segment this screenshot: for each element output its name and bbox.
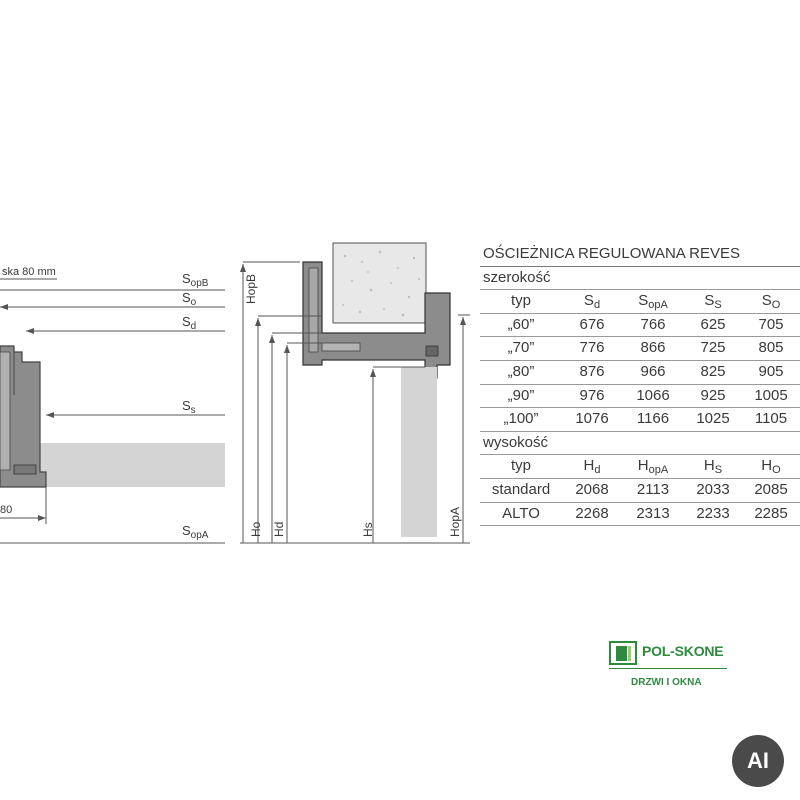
cell: „80”: [507, 362, 535, 380]
table-row: [480, 385, 800, 409]
label-hs: Hs: [361, 522, 375, 537]
spec-title: OŚCIEŻNICA REGULOWANA REVES: [483, 245, 740, 262]
cell: 1066: [636, 386, 670, 404]
logo-divider: [609, 668, 727, 669]
cell: 976: [579, 386, 605, 404]
bottom-dimension: 80: [0, 504, 13, 516]
cell: 825: [700, 362, 726, 380]
ai-badge-button[interactable]: AI: [732, 735, 784, 787]
label-hopb: HopB: [244, 273, 258, 304]
cell: 876: [579, 362, 605, 380]
cell: 1076: [575, 410, 609, 428]
logo-tagline: DRZWI I OKNA: [631, 677, 702, 688]
logo-brand: POL-SKONE: [642, 643, 724, 659]
cell: 1025: [696, 410, 730, 428]
middle-section-drawing: [240, 243, 470, 543]
height-section-row: [480, 432, 800, 456]
left-section-drawing: [0, 266, 225, 543]
cell: 625: [700, 315, 726, 333]
spec-title-row: [480, 243, 800, 267]
height-header-row: [480, 455, 800, 479]
cell: 2233: [696, 504, 730, 522]
spec-table: [480, 243, 800, 526]
frame-inner: [0, 352, 10, 470]
header-sd: $S_d$: [583, 292, 601, 312]
cell: 2113: [636, 480, 670, 498]
door-logo-icon: [609, 641, 637, 665]
header-typ: typ: [510, 292, 531, 310]
header-typ: typ: [510, 457, 531, 475]
cell: 705: [758, 315, 784, 333]
header-hs: $H_S$: [703, 457, 723, 477]
label-ss: $S_s$: [182, 398, 196, 416]
cell: 766: [640, 315, 666, 333]
cell: 2068: [575, 480, 609, 498]
cell: 2285: [754, 504, 788, 522]
cell: 925: [700, 386, 726, 404]
table-row: [480, 408, 800, 432]
pol-skone-logo: [609, 641, 729, 691]
cell: 866: [640, 339, 666, 357]
cell: 776: [579, 339, 605, 357]
label-sopb: $S_{opB}$: [182, 271, 209, 289]
wall-thickness-note: ska 80 mm: [2, 266, 56, 278]
cell: „90”: [507, 386, 535, 404]
label-hopa: HopA: [448, 506, 462, 537]
header-ss: $S_S$: [704, 292, 722, 312]
table-row: [480, 337, 800, 361]
header-hopa: $H_{opA}$: [637, 457, 669, 477]
label-ho: Ho: [249, 521, 263, 537]
cell: „70”: [507, 339, 535, 357]
lintel-wall: [333, 243, 426, 323]
height-section-label: wysokość: [483, 433, 549, 451]
header-hd: $H_d$: [583, 457, 601, 477]
cell: 805: [758, 339, 784, 357]
table-row: [480, 361, 800, 385]
cell: 2085: [754, 480, 788, 498]
wall-slab: [38, 443, 225, 487]
cell: 2268: [575, 504, 609, 522]
cell: 905: [758, 362, 784, 380]
cell: 676: [579, 315, 605, 333]
width-section-label: szerokość: [483, 268, 551, 286]
width-section-row: [480, 267, 800, 291]
cell: 966: [640, 362, 666, 380]
header-sopa: $S_{opA}$: [638, 292, 668, 312]
cell: standard: [491, 480, 551, 498]
cell: ALTO: [502, 504, 540, 522]
cell: 2313: [636, 504, 670, 522]
cell: 725: [700, 339, 726, 357]
header-ho: $H_O$: [761, 457, 781, 477]
table-row: [480, 314, 800, 338]
cell: „60”: [507, 315, 535, 333]
header-so: $S_O$: [761, 292, 781, 312]
label-sd: $S_d$: [182, 314, 197, 332]
cell: 1105: [754, 410, 788, 428]
frame-seal: [14, 465, 36, 474]
table-row: [480, 479, 800, 503]
door-leaf: [401, 367, 437, 537]
cell: 1005: [754, 386, 788, 404]
label-sopa: $S_{opA}$: [182, 523, 209, 541]
width-header-row: [480, 290, 800, 314]
cell: „100”: [503, 410, 539, 428]
cell: 2033: [696, 480, 730, 498]
label-hd: Hd: [272, 521, 286, 537]
cell: 1166: [636, 410, 670, 428]
label-so: $S_o$: [182, 290, 197, 308]
table-row: [480, 503, 800, 527]
